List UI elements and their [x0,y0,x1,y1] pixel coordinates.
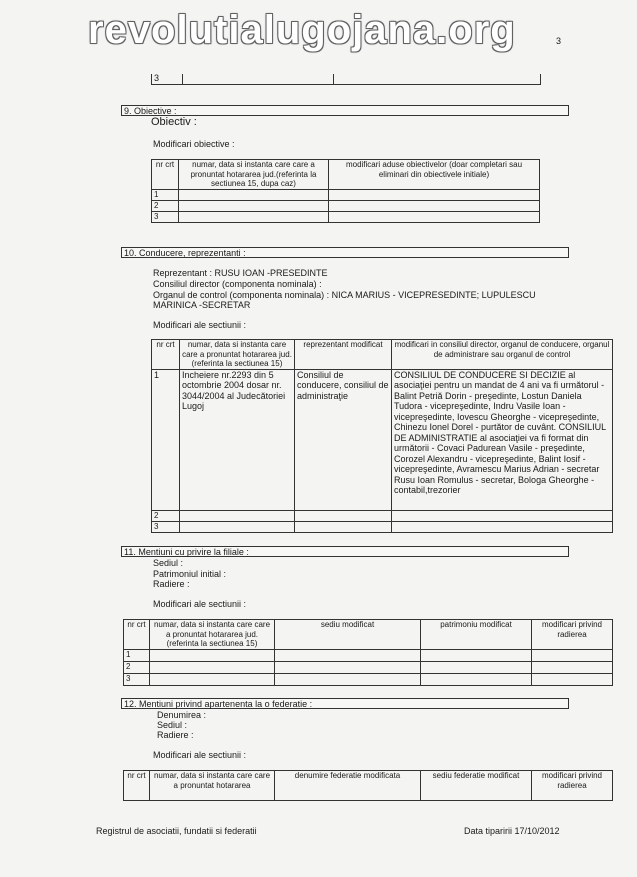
table-row [152,521,613,532]
col-header: modificari privind radierea [532,620,613,650]
section-10-table [151,339,613,533]
section-12-table [123,770,613,801]
federation-name: Denumirea : [157,710,207,720]
col-header: nr crt [152,160,179,190]
col-header: denumire federatie modificata [275,771,421,801]
federation-headquarters: Sediul : [157,720,188,730]
section-11-modifications-label: Modificari ale sectiunii : [153,599,247,609]
table-row [124,650,613,662]
col-header: numar, data si instanta care care a pronuntat hotararea jud.(referinta la sectiunea 15, dupa caz) [179,160,329,190]
watermark: revolutialugojana.org [88,8,516,52]
col-header: modificari aduse obiectivelor (doar completari sau eliminari din obiectivele initiale) [329,160,540,190]
table-row [152,200,540,211]
col-header: sediu modificat [275,620,421,650]
row-number: 2 [124,662,150,674]
table-row [124,662,613,674]
modified-representative: Consiliul de conducere, consiliul de administraţie [295,369,392,510]
section-12-header: 12. Mentiuni privind apartenenta la o federatie : [121,698,569,709]
col-header: nr crt [124,620,150,650]
control-body-line-1: Organul de control (componenta nominala) : NICA MARIUS - VICEPRESEDINTE; LUPULESCU [153,290,536,300]
col-header: sediu federatie modificat [421,771,532,801]
section-11-header: 11. Mentiuni cu privire la filiale : [121,546,569,557]
branch-headquarters: Sediul : [153,558,184,568]
table-row [152,189,540,200]
board-modifications: CONSILIUL DE CONDUCERE SI DECIZIE al asociaţiei pentru un mandat de 4 ani va fi următorul - Balint Petriă Dorin - preşedinte, Lostun Daniela Tudora - vicepreşedinte, Indru Vasile Ioan - vicepreşedinte, Iovescu Gheorghe - vicepreşedinte, Chinezu Ionel Dorel - purtător de cuvânt. CONSILIUL DE ADMINISTRATIE al asociaţiei va fi format din următorii - Covaci Padurean Vasile - preşedinte, Corozel Alexandru - vicepreşedinte, Balint Iosif - vicepreşedinte, Avramescu Marius Adrian - secretar Rusu Ioan Romulus - secretar, Bologa Gheorghe - contabil,trezorier [392,369,613,510]
table-row [124,674,613,686]
section-9-modifications-label: Modificari obiective : [153,139,235,149]
section-11-table [123,619,613,686]
control-body-line-2: MARINICA -SECRETAR [153,300,251,310]
col-header: nr crt [152,340,180,370]
col-header: modificari privind radierea [532,771,613,801]
section-12-modifications-label: Modificari ale sectiunii : [153,750,247,760]
representative: Reprezentant : RUSU IOAN -PRESEDINTE [153,268,328,278]
row-number: 2 [152,510,180,521]
section-10-modifications-label: Modificari ale sectiunii : [153,320,247,330]
court-decision: Incheiere nr.2293 din 5 octombrie 2004 dosar nr. 3044/2004 al Judecătoriei Lugoj [180,369,295,510]
top-table-remnant [151,74,541,85]
section-9-table [151,159,540,223]
row-number: 1 [152,189,179,200]
row-number: 2 [152,200,179,211]
row-number: 3 [152,211,179,222]
initial-patrimony: Patrimoniul initial : [153,569,227,579]
col-header: nr crt [124,771,150,801]
footer-registry: Registrul de asociatii, fundatii si federatii [96,826,257,836]
section-10-header: 10. Conducere, reprezentanti : [121,247,569,258]
board-of-directors: Consiliul director (componenta nominala) : [153,279,322,289]
table-row [152,369,613,510]
col-header: numar, data si instanta care care a pronuntat hotararea jud.(referinta la sectiunea 15) [180,340,295,370]
federation-removal: Radiere : [157,730,194,740]
table-row [152,510,613,521]
col-header: numar, data si instanta care care a pronuntat hotararea [150,771,275,801]
col-header: modificari in consiliul director, organul de conducere, organul de administrare sau organul de control [392,340,613,370]
col-header: patrimoniu modificat [421,620,532,650]
row-number: 3 [154,73,160,83]
row-number: 3 [124,674,150,686]
section-9-header: 9. Obiective : [121,105,569,116]
col-header: numar, data si instanta care care a pronuntat hotararea jud.(referinta la sectiunea 15) [150,620,275,650]
objective-label: Obiectiv : [151,116,197,128]
col-header: reprezentant modificat [295,340,392,370]
row-number: 1 [152,369,180,510]
row-number: 1 [124,650,150,662]
row-number: 3 [152,521,180,532]
table-row [152,211,540,222]
removal: Radiere : [153,579,190,589]
page-number: 3 [556,36,562,46]
footer-print-date: Data tiparirii 17/10/2012 [464,826,560,836]
